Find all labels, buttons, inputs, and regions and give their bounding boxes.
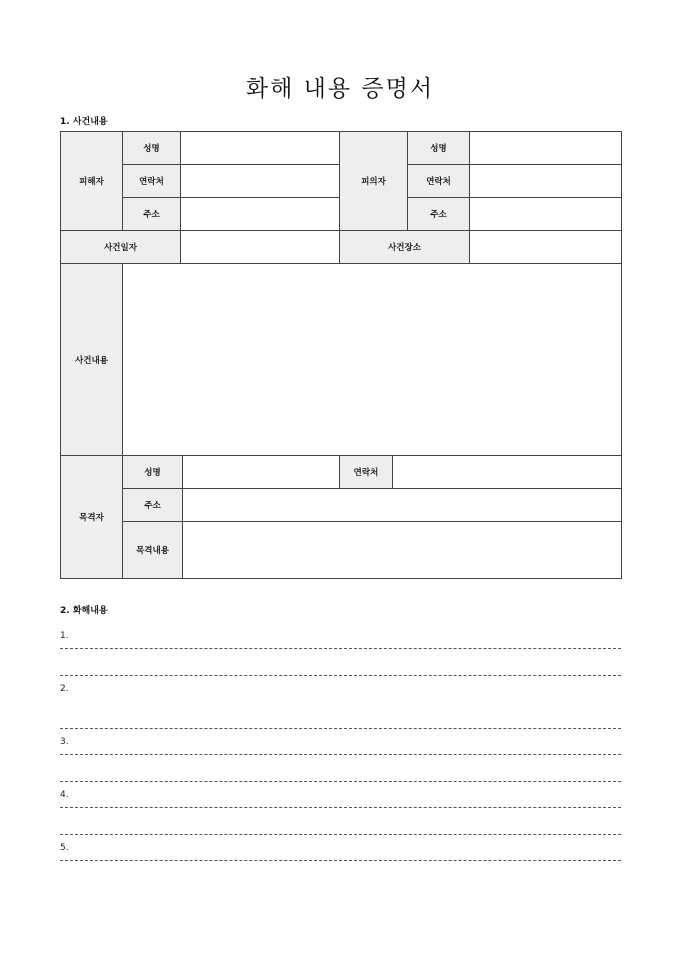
offender-label: 피의자 (340, 132, 408, 231)
offender-address-label: 주소 (408, 198, 470, 231)
victim-name-field[interactable] (181, 132, 340, 165)
offender-name-field[interactable] (470, 132, 622, 165)
witness-address-field[interactable] (183, 489, 622, 522)
offender-address-field[interactable] (470, 198, 622, 231)
incident-content-field[interactable] (123, 264, 622, 456)
witness-content-field[interactable] (183, 522, 622, 579)
document-title: 화해 내용 증명서 (245, 76, 435, 102)
victim-label: 피해자 (61, 132, 123, 231)
settlement-line (60, 675, 621, 676)
witness-address-label: 주소 (123, 489, 183, 522)
section-incident-heading: 1. 사건내용 (60, 117, 108, 127)
settlement-item-number: 5. (60, 843, 69, 853)
witness-name-field[interactable] (183, 456, 340, 489)
witness-content-label: 목격내용 (123, 522, 183, 579)
offender-contact-label: 연락처 (408, 165, 470, 198)
incident-place-label: 사건장소 (340, 231, 470, 264)
incident-date-label: 사건일자 (61, 231, 181, 264)
settlement-item-number: 1. (60, 631, 69, 641)
settlement-line (60, 728, 621, 729)
witness-label: 목격자 (61, 456, 123, 579)
settlement-line (60, 807, 621, 808)
incident-place-field[interactable] (470, 231, 622, 264)
victim-contact-label: 연락처 (123, 165, 181, 198)
section-settlement-heading: 2. 화해내용 (60, 606, 108, 616)
settlement-line (60, 860, 621, 861)
incident-content-label: 사건내용 (61, 264, 123, 456)
settlement-item-number: 3. (60, 737, 69, 747)
victim-contact-field[interactable] (181, 165, 340, 198)
victim-address-label: 주소 (123, 198, 181, 231)
offender-contact-field[interactable] (470, 165, 622, 198)
settlement-line (60, 754, 621, 755)
witness-contact-label: 연락처 (340, 456, 393, 489)
incident-form-table (60, 131, 622, 579)
offender-name-label: 성명 (408, 132, 470, 165)
witness-contact-field[interactable] (393, 456, 622, 489)
settlement-item-number: 4. (60, 790, 69, 800)
victim-address-field[interactable] (181, 198, 340, 231)
incident-date-field[interactable] (181, 231, 340, 264)
witness-name-label: 성명 (123, 456, 183, 489)
settlement-item-number: 2. (60, 684, 69, 694)
settlement-line (60, 781, 621, 782)
victim-name-label: 성명 (123, 132, 181, 165)
settlement-line (60, 834, 621, 835)
settlement-line (60, 648, 621, 649)
